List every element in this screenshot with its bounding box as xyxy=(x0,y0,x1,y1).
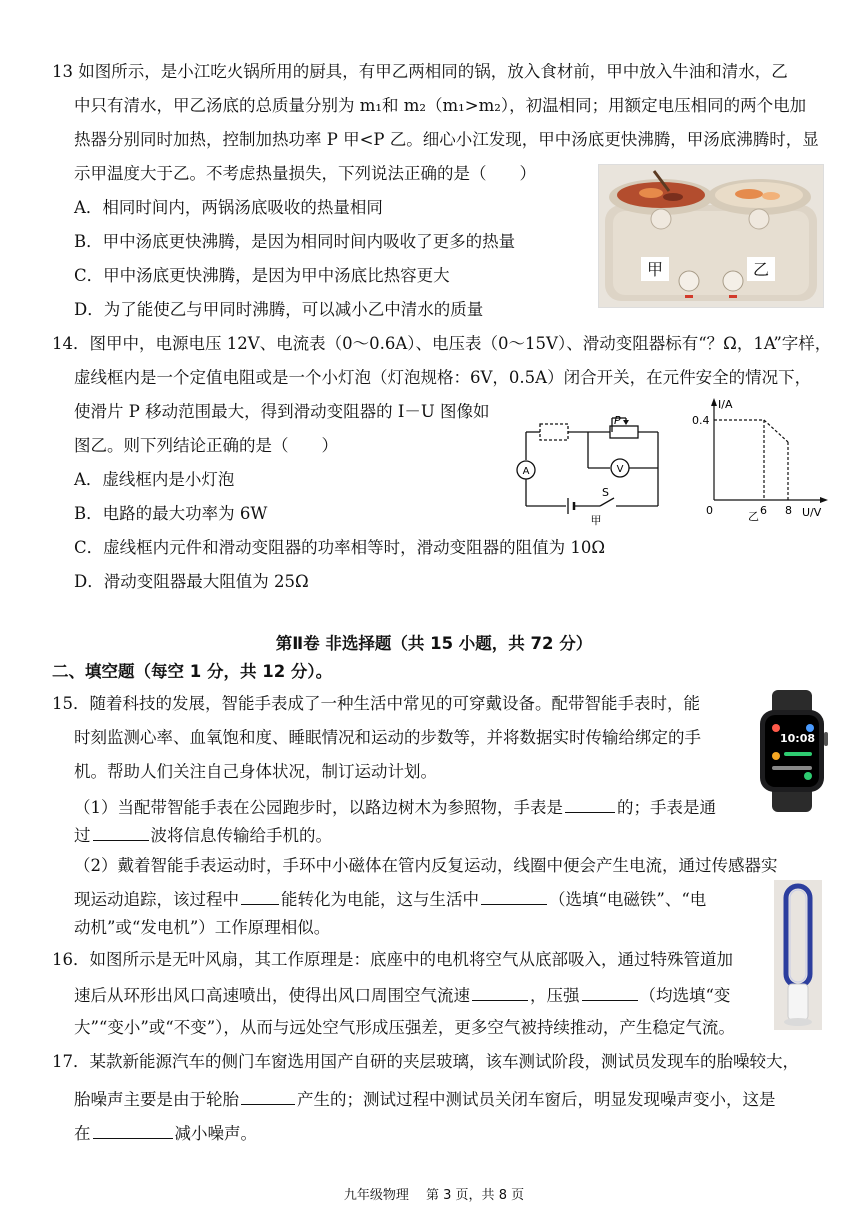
q13-line-2: 中只有清水，甲乙汤底的总质量分别为 m₁和 m₂（m₁>m₂），初温相同；用额定电压相同的两个电加 xyxy=(74,96,807,115)
graph-origin-label: 0 xyxy=(706,504,713,517)
section-subtitle: 二、填空题（每空 1 分，共 12 分）。 xyxy=(52,662,333,681)
graph-y-tick: 0.4 xyxy=(692,414,710,427)
q14-line-4: 图乙。则下列结论正确的是（ ） xyxy=(74,436,338,455)
q13-option-b: B．甲中汤底更快沸腾，是因为相同时间内吸收了更多的热量 xyxy=(74,232,516,251)
q14-option-b: B．电路的最大功率为 6W xyxy=(74,504,268,523)
rheostat-symbol xyxy=(610,426,638,438)
circuit-caption: 甲 xyxy=(590,514,602,527)
q17-line-1: 17．某款新能源汽车的侧门车窗选用国产自研的夹层玻璃，该车测试阶段，测试员发现车的胎噪较大， xyxy=(52,1052,799,1071)
q16-blank-1[interactable] xyxy=(472,982,528,1001)
q13-line-1: 13 如图所示，是小江吃火锅所用的厨具，有甲乙两相同的锅，放入食材前，甲中放入牛油和清水，乙 xyxy=(52,62,788,81)
q14-option-c: C．虚线框内元件和滑动变阻器的功率相等时，滑动变阻器的阻值为 10Ω xyxy=(74,538,606,557)
q15-blank-3[interactable] xyxy=(241,886,279,905)
q13-line-4: 示甲温度大于乙。不考虑热量损失，下列说法正确的是（ ） xyxy=(74,164,536,183)
q13-option-c: C．甲中汤底更快沸腾，是因为甲中汤底比热容更大 xyxy=(74,266,450,285)
q14-line-2: 虚线框内是一个定值电阻或是一个小灯泡（灯泡规格：6V，0.5A）闭合开关，在元件安全的情况下， xyxy=(74,368,812,387)
q13-line-3: 热器分别同时加热，控制加热功率 P 甲<P 乙。细心小江发现，甲中汤底更快沸腾，甲汤底沸腾时，显 xyxy=(74,130,819,149)
q17-text-d: 减小噪声。 xyxy=(174,1124,257,1143)
q17-text-b: 产生的；测试过程中测试员关闭车窗后，明显发现噪声变小，这是 xyxy=(297,1090,776,1109)
q16-line-2 xyxy=(74,982,730,1008)
page-footer: 九年级物理 第 3 页，共 8 页 xyxy=(343,1188,525,1203)
q15-line-2: 时刻监测心率、血氧饱和度、睡眠情况和运动的步数等，并将数据实时传输给绑定的手 xyxy=(74,728,701,747)
cooker-label-jia: 甲 xyxy=(646,260,664,279)
q15-part-2-text-c: 能转化为电能，这与生活中 xyxy=(281,890,479,909)
q15-part-1-line-2 xyxy=(74,822,332,848)
q15-part-1-text-d: 波将信息传输给手机的。 xyxy=(150,826,332,845)
q15-blank-2[interactable] xyxy=(93,822,149,841)
cooker-label-yi: 乙 xyxy=(752,260,770,279)
bladeless-fan-photo xyxy=(774,880,822,1030)
switch-label: S xyxy=(602,486,609,499)
q16-line-1: 16．如图所示是无叶风扇，其工作原理是：底座中的电机将空气从底部吸入，通过特殊管道加 xyxy=(52,950,733,969)
q15-part-1-text-c: 过 xyxy=(74,826,91,845)
q14-option-d: D．滑动变阻器最大阻值为 25Ω xyxy=(74,572,309,591)
q17-blank-2[interactable] xyxy=(93,1120,173,1139)
q15-part-2-line-2 xyxy=(74,886,706,912)
graph-x-tick-8: 8 xyxy=(785,504,792,517)
q15-part-1-text-a: （1）当配带智能手表在公园跑步时，以路边树木为参照物，手表是 xyxy=(74,798,563,817)
graph-x-tick-6: 6 xyxy=(760,504,767,517)
q15-part-1-line-1 xyxy=(74,794,716,820)
graph-y-axis-label: I/A xyxy=(718,398,733,411)
iu-graph xyxy=(690,396,830,524)
q15-blank-4[interactable] xyxy=(481,886,547,905)
q15-part-2-line-3: 动机”或“发电机”）工作原理相似。 xyxy=(74,918,331,937)
q17-line-2 xyxy=(74,1086,776,1112)
section-title: 第Ⅱ卷 非选择题（共 15 小题，共 72 分） xyxy=(275,634,593,653)
switch-symbol xyxy=(600,498,614,506)
q16-text-a: 速后从环形出风口高速喷出，使得出风口周围空气流速 xyxy=(74,986,470,1005)
hotpot-cooker-photo xyxy=(598,164,824,308)
smartwatch-photo xyxy=(752,690,834,812)
q15-part-2-text-b: 现运动追踪，该过程中 xyxy=(74,890,239,909)
rheostat-slider-label: P xyxy=(614,414,621,427)
q13-option-d: D．为了能使乙与甲同时沸腾，可以减小乙中清水的质量 xyxy=(74,300,484,319)
q16-line-3: 大”“变小”或“不变”），从而与远处空气形成压强差，更多空气被持续推动，产生稳定气流。 xyxy=(74,1018,735,1037)
dashed-component-box xyxy=(540,424,568,440)
ammeter-label: A xyxy=(522,466,530,477)
q15-blank-1[interactable] xyxy=(565,794,615,813)
q14-line-1: 14．图甲中，电源电压 12V、电流表（0～0.6A）、电压表（0～15V）、滑动变阻器标有“？Ω，1A”字样， xyxy=(52,334,832,353)
q15-part-2-text-d: （选填“电磁铁”、“电 xyxy=(549,890,707,909)
q15-part-1-text-b: 的；手表是通 xyxy=(617,798,716,817)
graph-caption: 乙 xyxy=(748,510,759,523)
voltmeter-label: V xyxy=(616,464,624,475)
q15-line-3: 机。帮助人们关注自己身体状况，制订运动计划。 xyxy=(74,762,437,781)
q16-text-b: ，压强 xyxy=(530,986,580,1005)
circuit-diagram xyxy=(506,412,666,528)
q17-line-3 xyxy=(74,1120,257,1146)
q15-line-1: 15．随着科技的发展，智能手表成了一种生活中常见的可穿戴设备。配带智能手表时，能 xyxy=(52,694,700,713)
watch-time: 10:08 xyxy=(780,732,816,745)
q17-text-a: 胎噪声主要是由于轮胎 xyxy=(74,1090,239,1109)
q17-text-c: 在 xyxy=(74,1124,91,1143)
q16-text-c: （均选填“变 xyxy=(639,986,731,1005)
q17-blank-1[interactable] xyxy=(241,1086,295,1105)
q15-part-2-line-1: （2）戴着智能手表运动时，手环中小磁体在管内反复运动，线圈中便会产生电流，通过传感器实 xyxy=(74,856,778,875)
graph-x-axis-label: U/V xyxy=(802,506,822,519)
q14-line-3: 使滑片 P 移动范围最大，得到滑动变阻器的 I－U 图像如 xyxy=(74,402,490,421)
q16-blank-2[interactable] xyxy=(582,982,638,1001)
q14-option-a: A．虚线框内是小灯泡 xyxy=(74,470,235,489)
q13-option-a: A．相同时间内，两锅汤底吸收的热量相同 xyxy=(74,198,383,217)
